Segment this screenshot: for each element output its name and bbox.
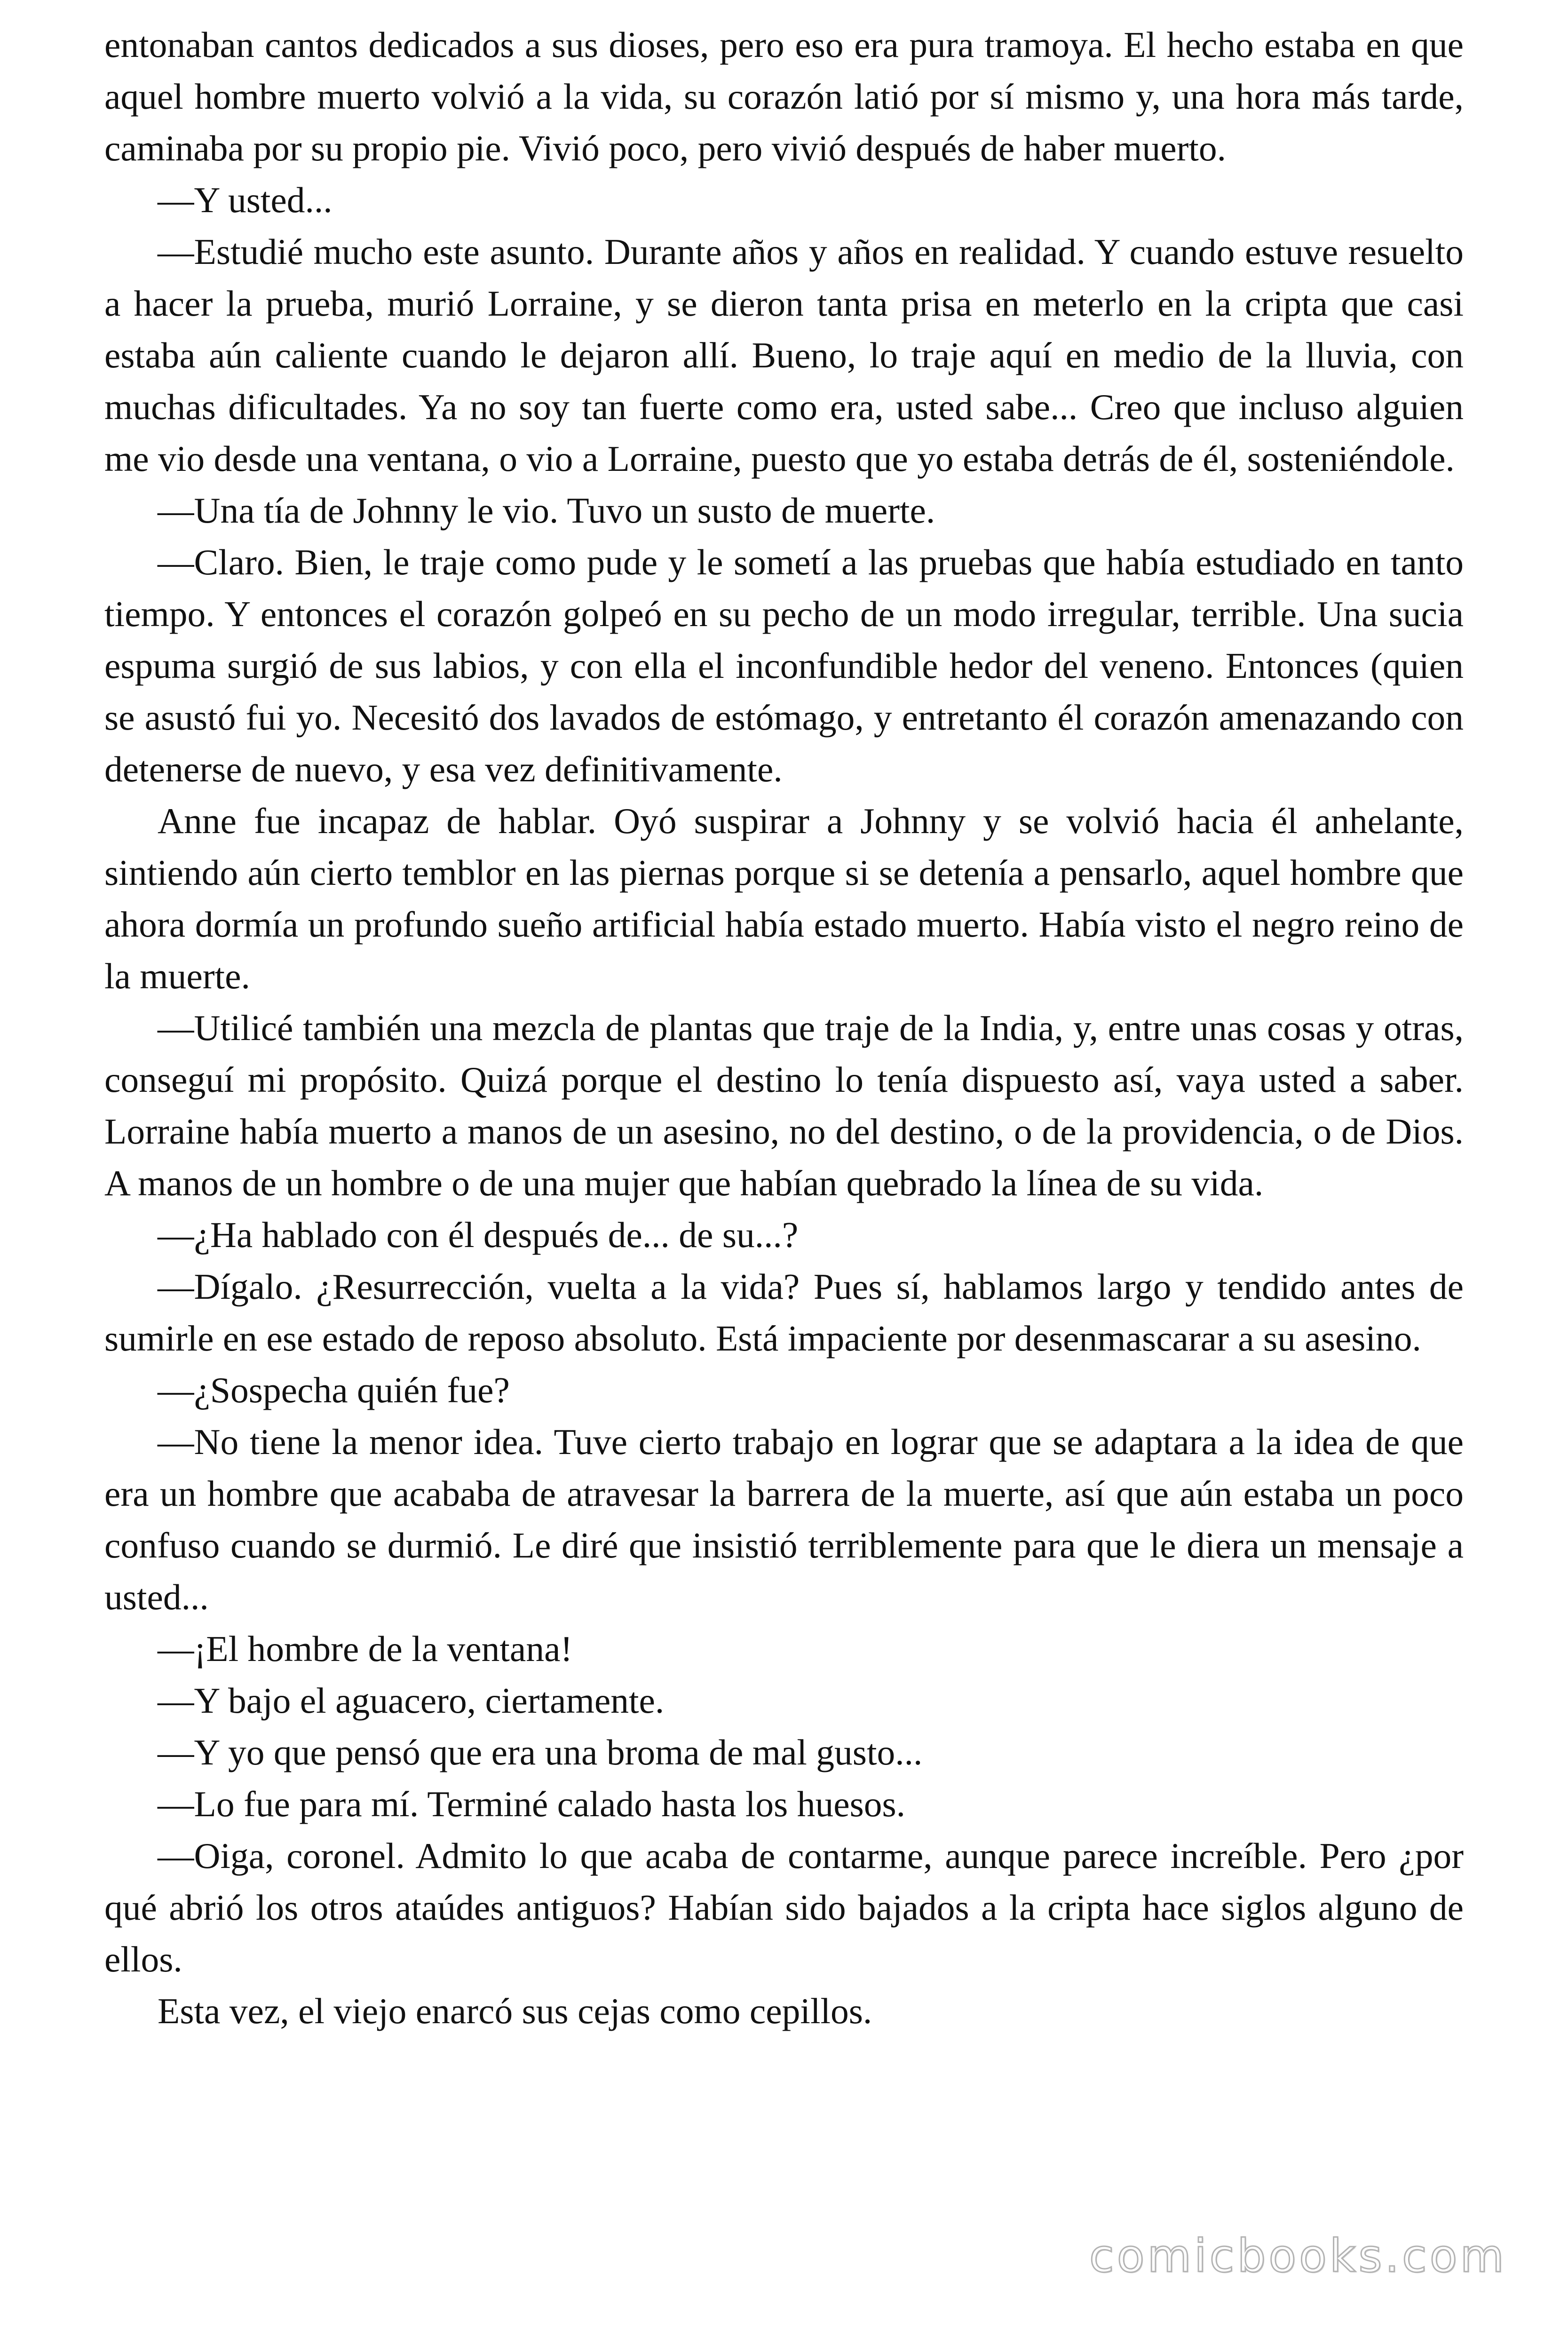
dialogue-line: —Utilicé también una mezcla de plantas que traje de la India, y, entre unas cosas y otras, conseguí mi propósito. Quizá porque el destino lo tenía dispuesto así, vaya usted a saber. Lorraine había muerto a manos de un asesino, no del destino, o de la providencia, o de Dios. A manos de un hombre o de una mujer que habían quebrado la línea de su vida.: [104, 1008, 1464, 1203]
paragraph-continuation: entonaban cantos dedicados a sus dioses, pero eso era pura tramoya. El hecho estaba en que aquel hombre muerto volvió a la vida, su corazón latió por sí mismo y, una hora más tarde, caminaba por su propio pie. Vivió poco, pero vivió después de haber muerto.: [104, 24, 1464, 168]
dialogue-line: —Y yo que pensó que era una broma de mal gusto...: [158, 1732, 923, 1772]
dialogue-line: —¿Sospecha quién fue?: [158, 1370, 510, 1410]
dialogue-line: —Y usted...: [158, 180, 333, 220]
dialogue-line: —Dígalo. ¿Resurrección, vuelta a la vida? Pues sí, hablamos largo y tendido antes de sumirle en ese estado de reposo absoluto. Está impaciente por desenmascarar a su asesino.: [104, 1266, 1464, 1359]
dialogue-line: —¡El hombre de la ventana!: [158, 1629, 573, 1669]
dialogue-line: —Claro. Bien, le traje como pude y le sometí a las pruebas que había estudiado en tanto tiempo. Y entonces el corazón golpeó en su pecho de un modo irregular, terrible. Una sucia espuma surgió de sus labios, y con ella el inconfundible hedor del veneno. Entonces (quien se asustó fui yo. Necesitó dos lavados de estómago, y entretanto él corazón amenazando con detenerse de nuevo, y esa vez definitivamente.: [104, 542, 1464, 789]
dialogue-line: —Lo fue para mí. Terminé calado hasta los huesos.: [158, 1784, 906, 1824]
dialogue-line: —No tiene la menor idea. Tuve cierto trabajo en lograr que se adaptara a la idea de que era un hombre que acababa de atravesar la barrera de la muerte, así que aún estaba un poco confuso cuando se durmió. Le diré que insistió terriblemente para que le diera un mensaje a usted...: [104, 1422, 1464, 1617]
dialogue-line: —¿Ha hablado con él después de... de su...?: [158, 1215, 799, 1255]
narrative-paragraph: Anne fue incapaz de hablar. Oyó suspirar a Johnny y se volvió hacia él anhelante, sintiendo aún cierto temblor en las piernas porque si se detenía a pensarlo, aquel hombre que ahora dormía un profundo sueño artificial había estado muerto. Había visto el negro reino de la muerte.: [104, 801, 1464, 996]
dialogue-line: —Oiga, coronel. Admito lo que acaba de contarme, aunque parece increíble. Pero ¿por qué abrió los otros ataúdes antiguos? Habían sido bajados a la cripta hace siglos alguno de ellos.: [104, 1836, 1464, 1979]
narrative-paragraph: Esta vez, el viejo enarcó sus cejas como cepillos.: [158, 1991, 872, 2031]
dialogue-line: —Una tía de Johnny le vio. Tuvo un susto de muerte.: [158, 490, 935, 531]
dialogue-line: —Estudié mucho este asunto. Durante años y años en realidad. Y cuando estuve resuelto a hacer la prueba, murió Lorraine, y se dieron tanta prisa en meterlo en la cripta que casi estaba aún caliente cuando le dejaron allí. Bueno, lo traje aquí en medio de la lluvia, con muchas dificultades. Ya no soy tan fuerte como era, usted sabe... Creo que incluso alguien me vio desde una ventana, o vio a Lorraine, puesto que yo estaba detrás de él, sosteniéndole.: [104, 231, 1464, 479]
watermark-text: comicbooks.com: [1089, 2230, 1507, 2282]
dialogue-line: —Y bajo el aguacero, ciertamente.: [158, 1680, 665, 1721]
page-body: [104, 19, 1464, 2037]
